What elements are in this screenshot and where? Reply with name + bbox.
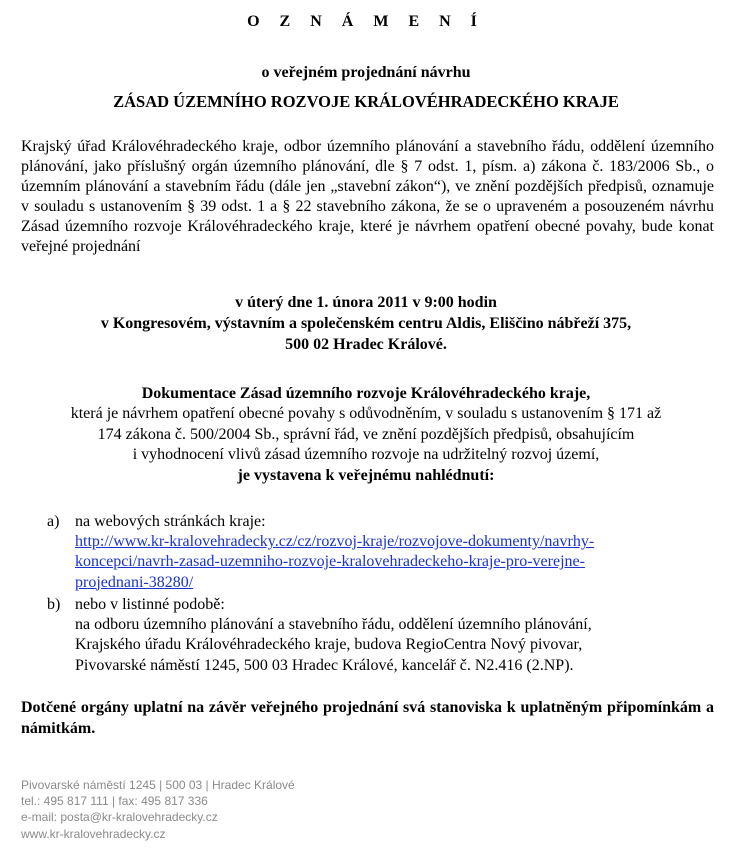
option-a-item: [47, 512, 717, 593]
closing-statement: Dotčené orgány uplatní na závěr veřejného projednání svá stanoviska k uplatněným připomínkám a námitkám.: [21, 699, 714, 737]
option-b-line: Krajského úřadu Královéhradeckého kraje, budova RegioCentra Nový pivovar,: [75, 636, 583, 654]
documentation-line: 174 zákona č. 500/2004 Sb., správní řád, ve znění pozdějších předpisů, obsahujícím: [97, 425, 635, 443]
documentation-line: která je návrhem opatření obecné povahy s odůvodněním, v souladu s ustanovením § 171 až: [70, 405, 662, 423]
website-link-line[interactable]: koncepci/navrh-zasad-uzemniho-rozvoje-kralovehradeckeho-kraje-pro-verejne-: [75, 553, 585, 571]
document-title: O Z N Á M E N Í: [247, 13, 485, 30]
option-b-label: nebo v listinné podobě:: [75, 596, 225, 613]
option-b-item: [47, 595, 717, 676]
footer-phone: tel.: 495 817 111 | fax: 495 817 336: [21, 794, 208, 809]
meeting-city: 500 02 Hradec Králové.: [285, 336, 447, 353]
website-link[interactable]: [75, 532, 717, 593]
meeting-info: [0, 292, 732, 355]
option-b-line: na odboru územního plánování a stavebního řádu, oddělení územního plánování,: [75, 616, 592, 634]
documentation-title: Dokumentace Zásad územního rozvoje Královéhradeckého kraje,: [141, 385, 591, 402]
intro-paragraph: Krajský úřad Královéhradeckého kraje, odbor územního plánování a stavebního řádu, oddělení územního plánování, jako příslušný orgán územního plánování, dle § 7 odst. 1, písm. a) zákona č. 183/2006 Sb., o územním plánování a stavebním řádu (dále jen „stavební zákon“), ve znění pozdějších předpisů, oznamuje v souladu s ustanovením § 39 odst. 1 a § 22 stavebního zákona, že se o upraveném a posouzeném návrhu Zásad územního rozvoje Královéhradeckého kraje, které je návrhem opatření obecné povahy, bude konat veřejné projednání: [21, 138, 714, 256]
documentation-emphasis: je vystavena k veřejnému nahlédnutí:: [237, 466, 495, 484]
option-b-line: Pivovarské náměstí 1245, 500 03 Hradec Králové, kancelář č. N2.416 (2.NP).: [75, 656, 574, 674]
option-b-marker: b): [47, 596, 61, 613]
meeting-venue: v Kongresovém, výstavním a společenském centru Aldis, Eliščino nábřeží 375,: [100, 315, 632, 332]
footer-email: e-mail: posta@kr-kralovehradecky.cz: [21, 810, 218, 825]
option-a-label: na webových stránkách kraje:: [75, 513, 266, 530]
website-link-line[interactable]: projednani-38280/: [75, 573, 194, 591]
documentation-block: [0, 384, 732, 486]
document-subtitle: o veřejném projednání návrhu: [261, 64, 471, 81]
website-link-line[interactable]: http://www.kr-kralovehradecky.cz/cz/rozvoj-kraje/rozvojove-dokumenty/navrhy-: [75, 533, 595, 551]
option-a-marker: a): [47, 513, 60, 530]
meeting-date: v úterý dne 1. února 2011 v 9:00 hodin: [235, 294, 497, 311]
footer-address: Pivovarské náměstí 1245 | 500 03 | Hradec Králové: [21, 778, 295, 792]
documentation-line: i vyhodnocení vlivů zásad územního rozvoje na udržitelný rozvoj území,: [132, 446, 600, 464]
document-heading: ZÁSAD ÚZEMNÍHO ROZVOJE KRÁLOVÉHRADECKÉHO KRAJE: [113, 92, 619, 111]
footer-web: www.kr-kralovehradecky.cz: [21, 826, 166, 841]
footer-contact: [21, 777, 295, 842]
